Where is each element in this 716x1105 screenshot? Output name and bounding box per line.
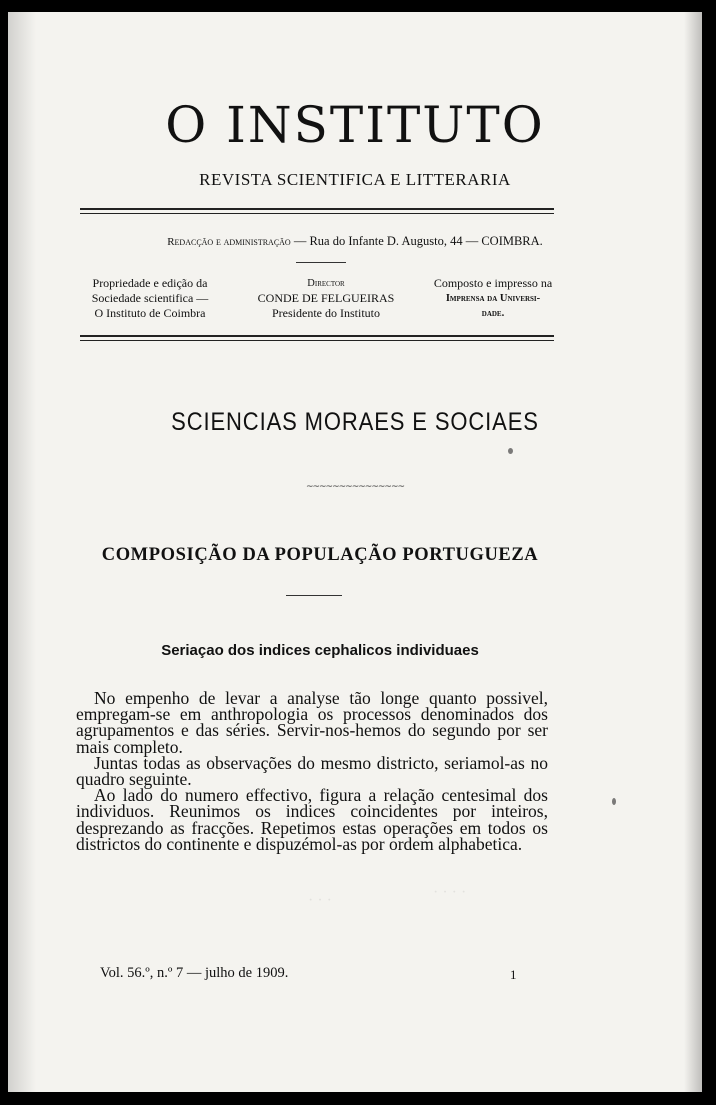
ornament-divider: ~~~~~~~~~~~~~~~ bbox=[305, 482, 405, 492]
printer-line: dade. bbox=[481, 308, 505, 319]
double-rule-bottom bbox=[80, 335, 554, 341]
paragraph: No empenho de levar a analyse tão longe quanto possivel, empregam-se em anthropologia os processos denominados dos agrupamentos e das séries. Servir-nos-hemos do segundo por ser mais completo. bbox=[76, 688, 548, 757]
director-name: CONDE DE FELGUEIRAS bbox=[257, 291, 395, 305]
short-rule bbox=[286, 595, 342, 596]
address-text: — Rua do Infante D. Augusto, 44 — COIMBRA. bbox=[293, 234, 543, 248]
paragraph: Ao lado do numero effectivo, figura a relação centesimal dos individuos. Reunimos os indices coincidentes por inteiros, desprezando as fracções. Repetimos estas operações em todos os districtos do continente e dispuzémol-as por ordem alphabetica. bbox=[76, 785, 548, 854]
printer-line: Composto e impresso na bbox=[433, 276, 553, 290]
masthead-title: O INSTITUTO bbox=[165, 96, 545, 154]
ink-speck bbox=[612, 798, 616, 805]
publisher-line: Sociedade scientifica — bbox=[91, 291, 209, 305]
address-label: Redacção e administração bbox=[167, 236, 291, 248]
publisher-line: O Instituto de Coimbra bbox=[94, 306, 206, 320]
article-body bbox=[76, 690, 548, 852]
show-through-mark: · · · · bbox=[433, 884, 467, 901]
double-rule-top bbox=[80, 208, 554, 214]
printer-column bbox=[408, 276, 578, 321]
page bbox=[8, 12, 702, 1092]
director-role: Presidente do Instituto bbox=[272, 306, 380, 320]
page-number: 1 bbox=[510, 967, 517, 982]
ink-speck bbox=[508, 448, 513, 454]
article-title: COMPOSIÇÃO DA POPULAÇÃO PORTUGUEZA bbox=[101, 545, 539, 565]
publisher-line: Propriedade e edição da bbox=[92, 276, 208, 290]
paragraph: Juntas todas as observações do mesmo districto, seriamol-as no quadro seguinte. bbox=[76, 752, 548, 790]
section-title: SCIENCIAS MORAES E SOCIAES bbox=[171, 408, 539, 436]
article-subheading: Seriaçao dos indices cephalicos individuaes bbox=[161, 642, 479, 659]
address-line bbox=[8, 234, 702, 249]
volume-info: Vol. 56.º, n.º 7 — julho de 1909. bbox=[100, 965, 289, 981]
masthead-subtitle: REVISTA SCIENTIFICA E LITTERARIA bbox=[199, 170, 511, 189]
publisher-column bbox=[70, 276, 230, 321]
printer-line: Imprensa da Universi- bbox=[445, 293, 541, 304]
director-column bbox=[226, 276, 426, 321]
show-through-mark: · · · bbox=[308, 892, 332, 909]
director-label: Director bbox=[307, 278, 345, 289]
short-rule bbox=[296, 262, 346, 263]
